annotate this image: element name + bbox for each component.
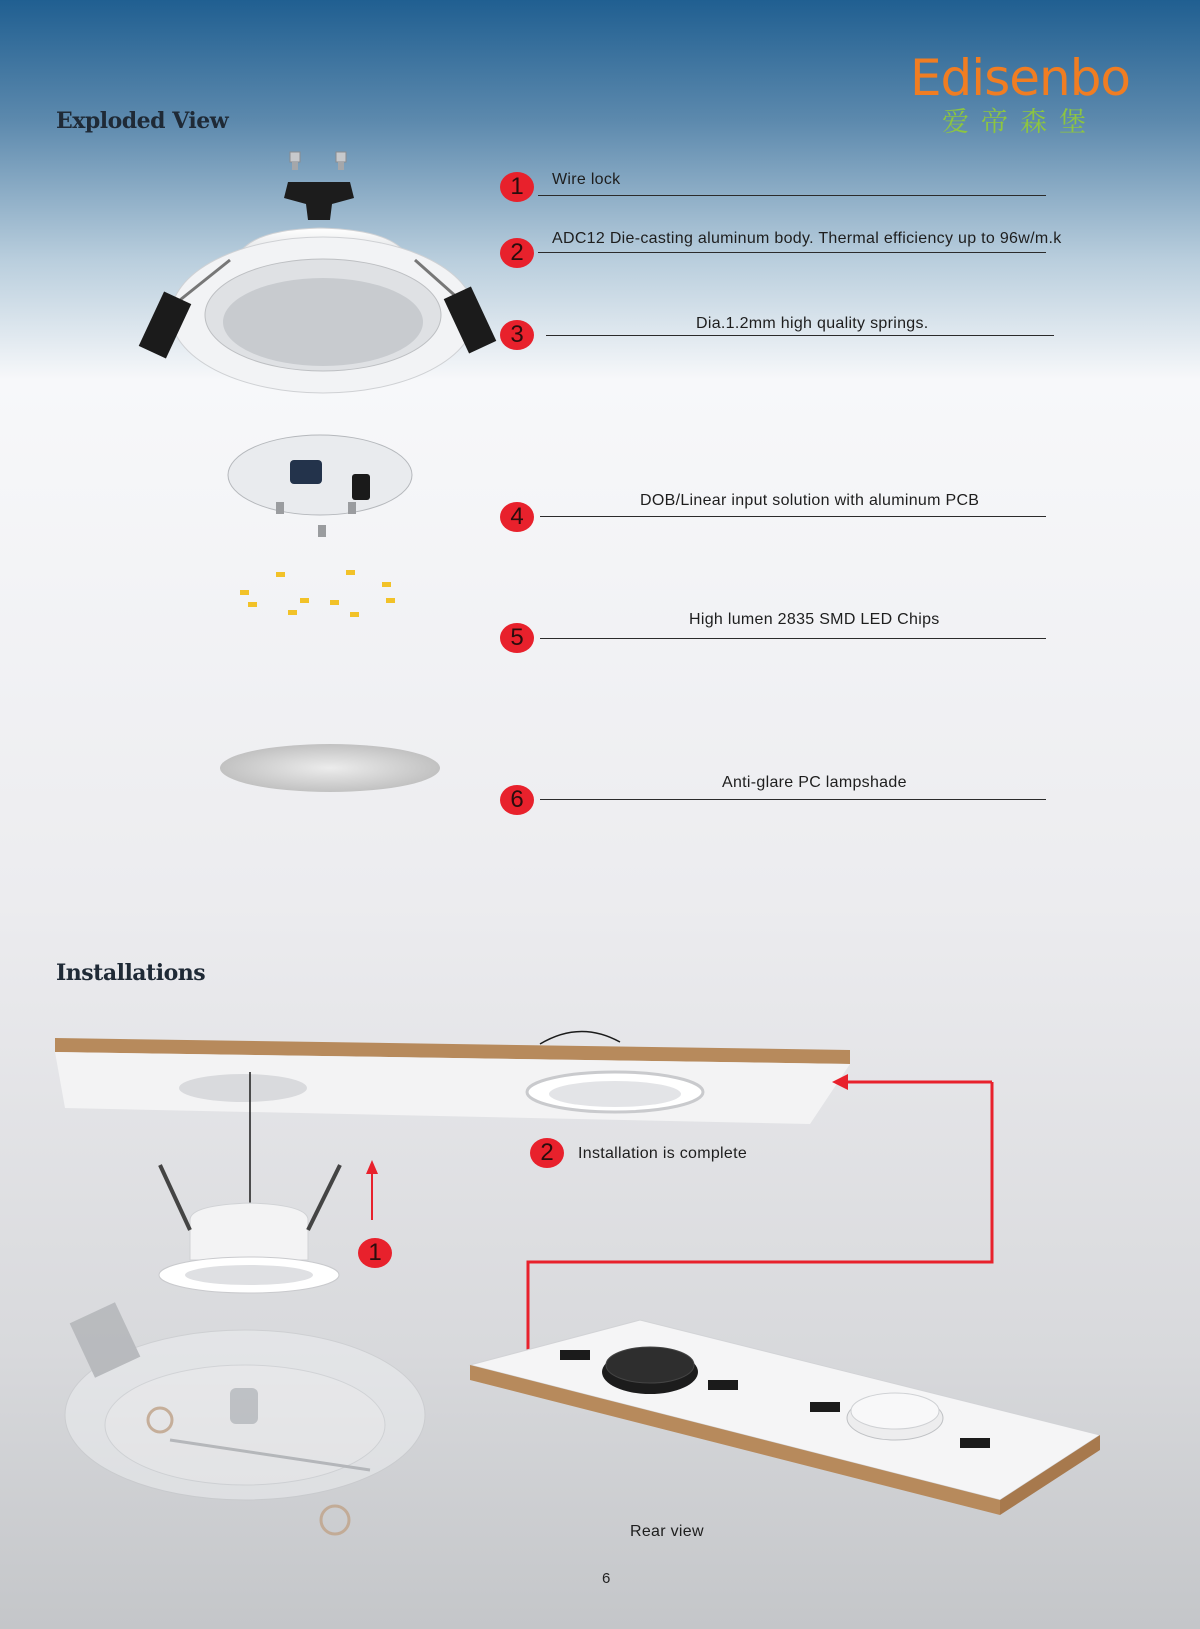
step-number-badge-2: 2 (530, 1138, 564, 1168)
cutaway-downlight (65, 1302, 425, 1534)
part-label-wire-lock: Wire lock (552, 171, 621, 188)
lampshade-part (220, 744, 440, 792)
step-number-badge-1: 1 (358, 1238, 392, 1268)
page-number: 6 (602, 1570, 611, 1587)
part-number-badge: 2 (500, 238, 534, 268)
up-arrow-icon (366, 1160, 378, 1220)
callout-line (540, 516, 1046, 517)
part-number-badge: 4 (500, 502, 534, 532)
installation-complete-label: Installation is complete (578, 1145, 748, 1162)
part-label-body: ADC12 Die-casting aluminum body. Thermal efficiency up to 96w/m.k (552, 230, 1062, 247)
installation-illustration (40, 1020, 1170, 1580)
part-label-led-chips: High lumen 2835 SMD LED Chips (689, 611, 940, 628)
brand-logo (905, 49, 1135, 138)
part-label-lampshade: Anti-glare PC lampshade (722, 774, 907, 791)
rear-view-board (470, 1320, 1100, 1515)
part-label-springs: Dia.1.2mm high quality springs. (696, 315, 929, 332)
callout-line (538, 252, 1046, 253)
part-label-pcb: DOB/Linear input solution with aluminum PCB (640, 492, 980, 509)
callout-line (546, 335, 1054, 336)
part-number-badge: 5 (500, 623, 534, 653)
screw-icon (290, 152, 300, 170)
part-number-badge: 6 (500, 785, 534, 815)
rear-view-label: Rear view (630, 1523, 704, 1540)
callout-line (540, 799, 1046, 800)
part-number-badge: 3 (500, 320, 534, 350)
wire-lock-part (284, 182, 354, 220)
installations-title: Installations (56, 960, 206, 986)
callout-line (540, 638, 1046, 639)
screw-icon (336, 152, 346, 170)
brand-chinese-name: 爱帝森堡 (942, 107, 1098, 138)
led-chips-part (240, 570, 395, 617)
exploded-view-title: Exploded View (56, 108, 229, 134)
ceiling-board (55, 1031, 850, 1124)
lamp-body-part (171, 228, 475, 393)
callout-line (538, 195, 1046, 196)
pcb-board-part (228, 435, 412, 537)
brand-name: Edisenbo (909, 49, 1131, 107)
exploded-view-illustration (140, 140, 520, 820)
part-number-badge: 1 (500, 172, 534, 202)
